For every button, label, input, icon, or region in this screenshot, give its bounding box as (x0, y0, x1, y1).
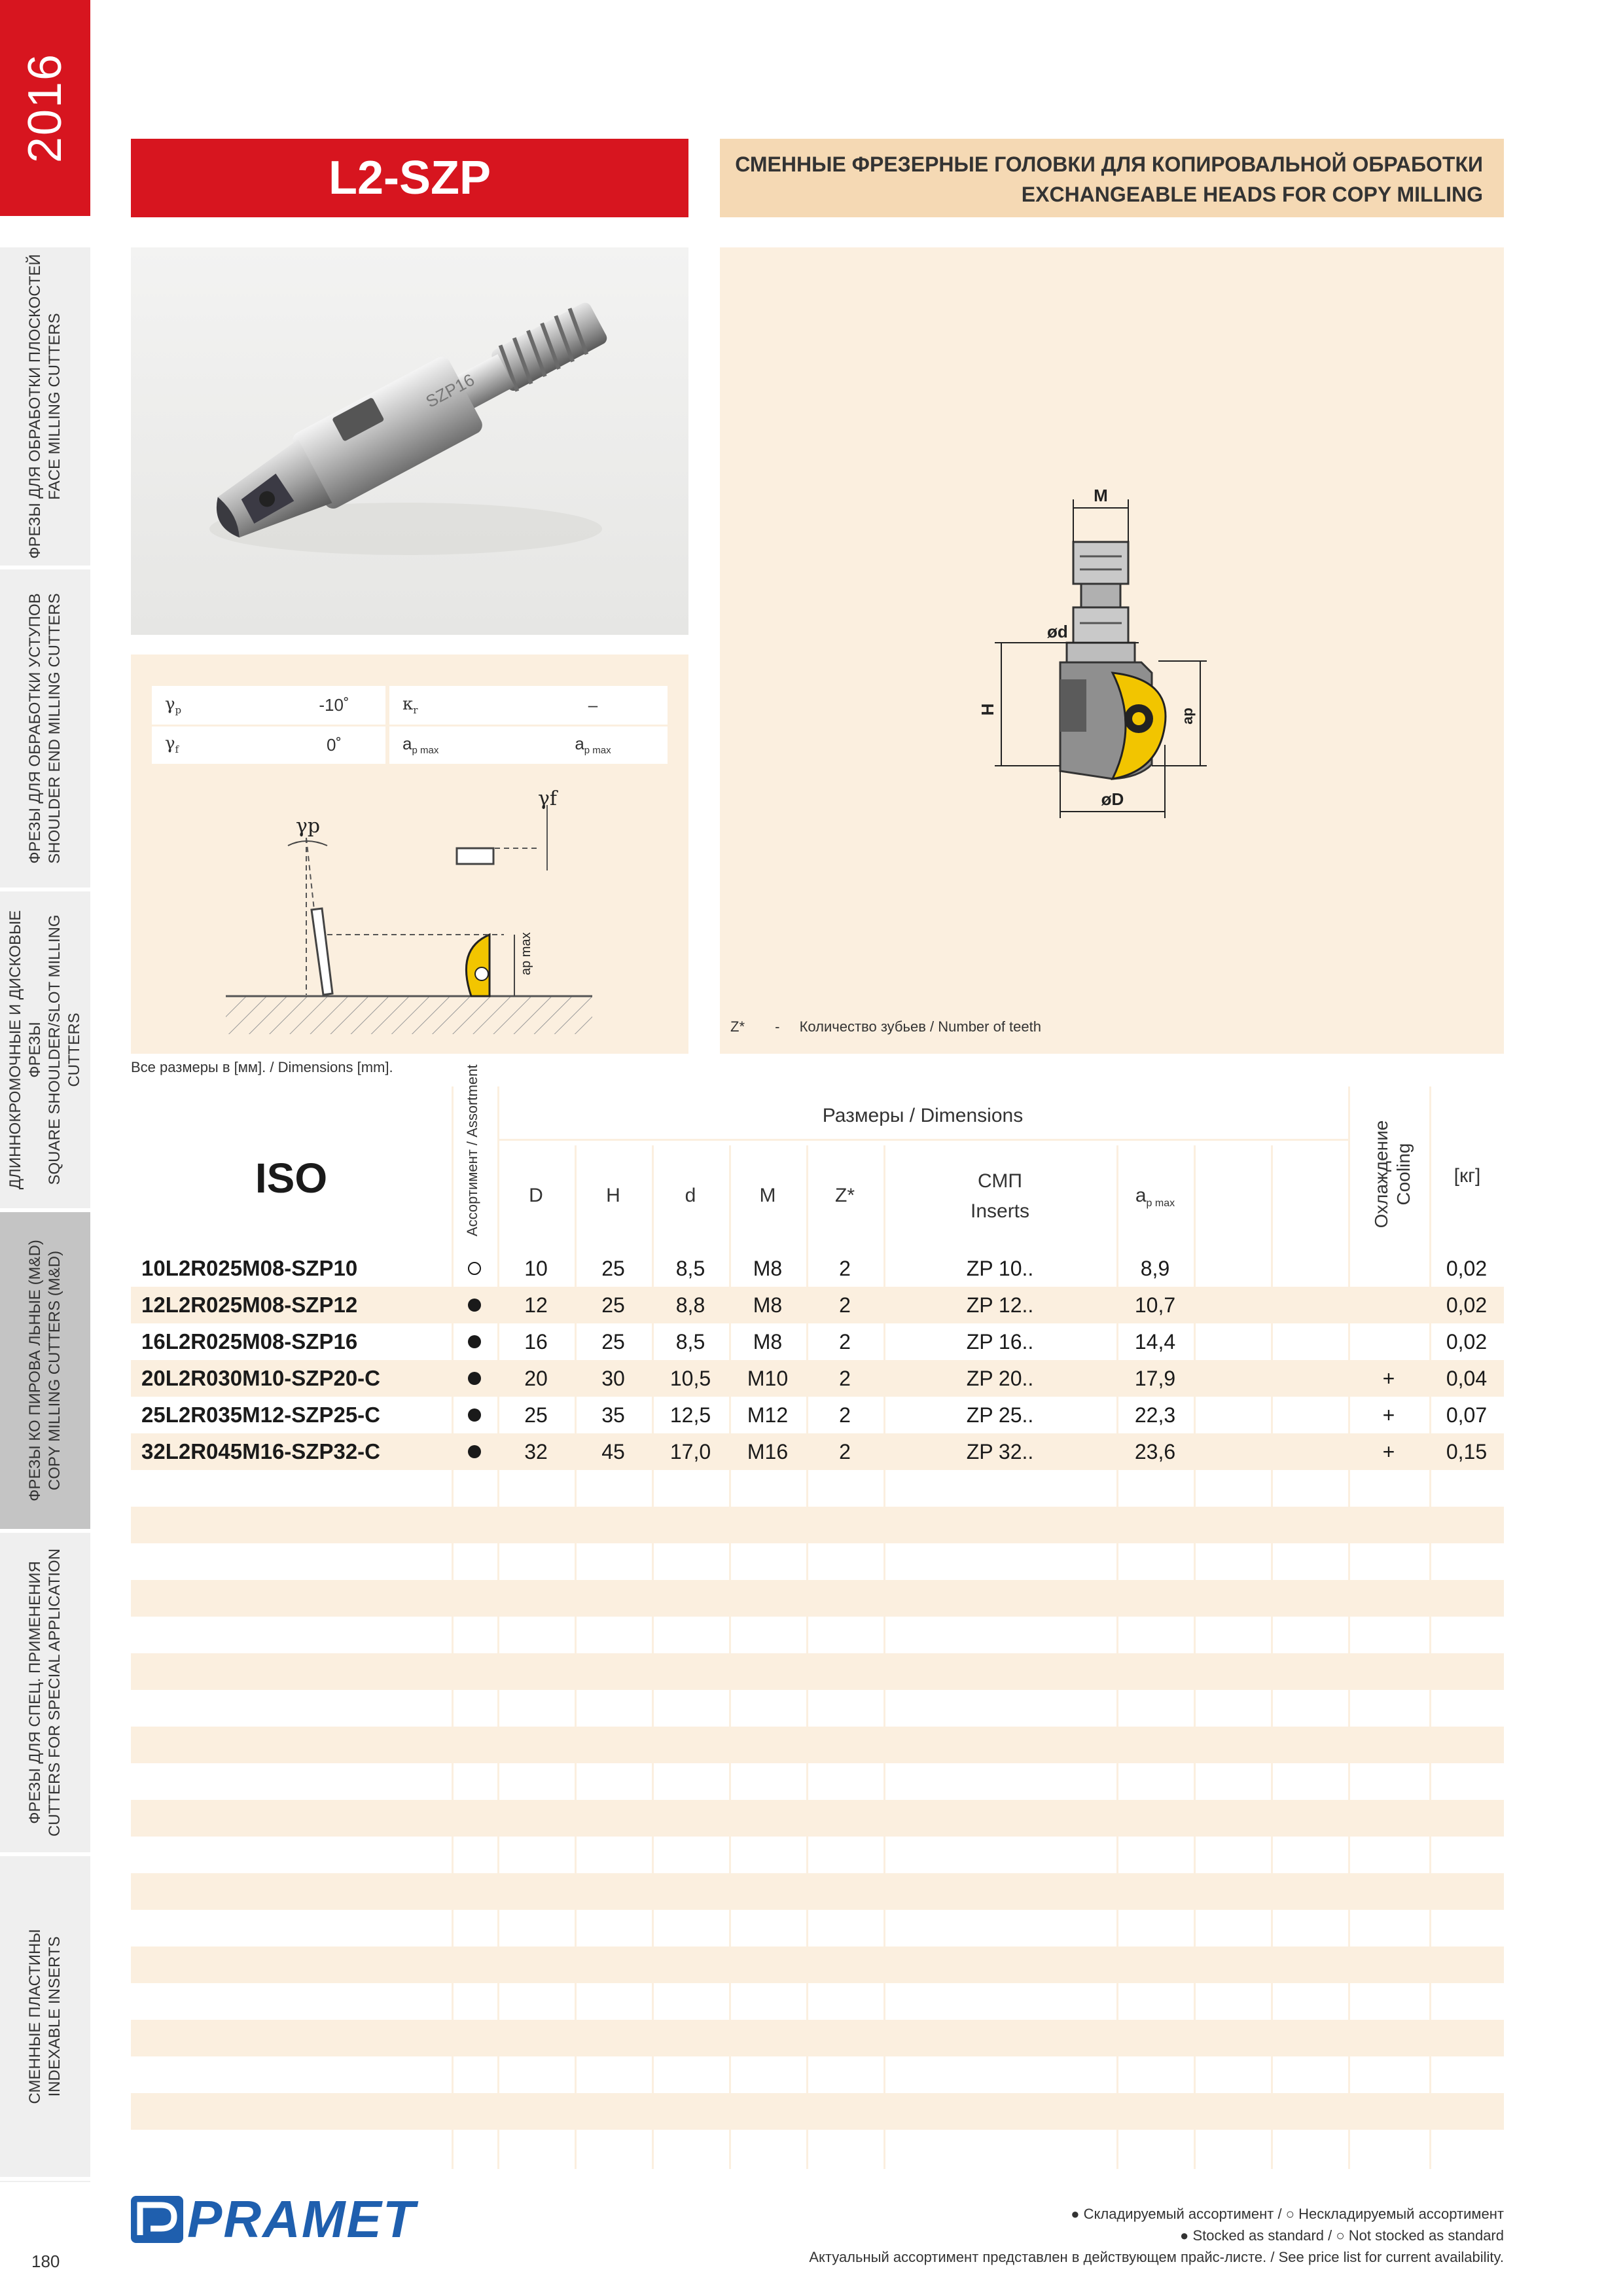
table-row (131, 1433, 1504, 1470)
stock-status (452, 1287, 497, 1323)
pramet-logo (131, 2190, 416, 2248)
cell-ap: 23,6 (1134, 1439, 1176, 1463)
col-sep (729, 1145, 731, 2169)
cell-cool: + (1382, 1403, 1395, 1427)
iso-code: 16L2R025M08-SZP16 (141, 1329, 358, 1354)
dimensions-note: Все размеры в [мм]. / Dimensions [mm]. (131, 1059, 393, 1075)
sidebar-tab-slot-milling[interactable] (0, 891, 90, 1212)
col-sep (452, 1086, 454, 2169)
empty-row (131, 1690, 1504, 1727)
tool-dimension-drawing (720, 247, 1504, 1013)
cell-d: 10 (524, 1256, 548, 1280)
insert-geometry-diagram (131, 785, 688, 1047)
z-text: Количество зубьев / Number of teeth (799, 1018, 1041, 1035)
legend-note: Актуальный ассортимент представлен в действующем прайс-листе. / See price list for current availability. (809, 2249, 1504, 2265)
svg-text:SZP16: SZP16 (422, 369, 478, 412)
col-d-header: d (685, 1185, 696, 1206)
z-star: Z* (730, 1018, 745, 1035)
stock-status (452, 1250, 497, 1287)
empty-row (131, 1910, 1504, 1946)
sidebar-tab-ru: ФРЕЗЫ ДЛЯ СПЕЦ. ПРИМЕНЕНИЯ (26, 1561, 44, 1824)
iso-code: 25L2R035M12-SZP25-C (141, 1403, 380, 1427)
cell-d: 8,8 (675, 1293, 705, 1317)
iso-code: 12L2R025M08-SZP12 (141, 1293, 358, 1317)
sidebar-tab-en: COPY MILLING CUTTERS (M&D) (46, 1250, 63, 1491)
empty-row (131, 1727, 1504, 1763)
cell-ap: 14,4 (1134, 1329, 1176, 1354)
cell-insert: ZP 32.. (966, 1439, 1034, 1463)
dim-h-label: H (978, 703, 997, 716)
stocked-icon (468, 1372, 481, 1385)
ap-max-header: $a_{p max}$ (1135, 1185, 1175, 1209)
ap-max-text: ap max (519, 932, 533, 975)
col-H-header: H (606, 1185, 620, 1206)
teeth-note (730, 1018, 1041, 1035)
cell-kg: 0,02 (1446, 1256, 1488, 1280)
cooling-header-ru: Охлаждение (1371, 1120, 1391, 1229)
weight-header: [кг] (1454, 1165, 1481, 1187)
cell-z: 2 (839, 1439, 851, 1463)
cell-ap: 8,9 (1140, 1256, 1170, 1280)
stock-legend (809, 2203, 1504, 2268)
sidebar-tab-ru: ФРЕЗЫ КО ПИРОВА ЛЬНЫЕ (M&D) (26, 1240, 44, 1501)
stocked-icon (468, 1445, 481, 1458)
table-row (131, 1360, 1504, 1397)
cell-cool (1348, 1250, 1429, 1287)
cell-kg: 0,02 (1446, 1329, 1488, 1354)
cell-h: 30 (601, 1366, 625, 1390)
tool-drawing-panel (720, 247, 1504, 1054)
inserts-header-ru: СМП (978, 1170, 1022, 1192)
empty-row (131, 1617, 1504, 1653)
col-sep (1116, 1145, 1118, 2169)
cell-ap: 17,9 (1134, 1366, 1176, 1390)
iso-header: ISO (255, 1155, 328, 1202)
sidebar (0, 0, 90, 2296)
col-sep (1348, 1086, 1350, 2169)
not-stocked-icon (468, 1262, 481, 1275)
stocked-icon (468, 1335, 481, 1348)
cell-cool: + (1382, 1439, 1395, 1463)
header-divider (497, 1139, 1348, 1141)
stock-status (452, 1360, 497, 1397)
product-subtitle-box (720, 139, 1504, 217)
cell-z: 2 (839, 1329, 851, 1354)
cell-kg: 0,07 (1446, 1403, 1488, 1427)
page-number: 180 (31, 2251, 60, 2271)
cell-d: 8,5 (675, 1329, 705, 1354)
col-sep (806, 1145, 808, 2169)
col-sep (1271, 1145, 1273, 2169)
sidebar-tab-en: SHOULDER END MILLING CUTTERS (46, 593, 63, 864)
subtitle-ru: СМЕННЫЕ ФРЕЗЕРНЫЕ ГОЛОВКИ ДЛЯ КОПИРОВАЛЬНОЙ ОБРАБОТКИ (735, 152, 1483, 176)
gamma-f-value: 0˚ (270, 725, 387, 764)
empty-row (131, 1543, 1504, 1580)
empty-row (131, 1653, 1504, 1690)
table-row (131, 1323, 1504, 1360)
cell-ap: 22,3 (1134, 1403, 1176, 1427)
col-D-header: D (529, 1185, 543, 1206)
sidebar-tab-ru: ДЛИННОКРОМОЧНЫЕ И ДИСКОВЫЕ ФРЕЗЫ (7, 910, 44, 1190)
pramet-logo-icon (131, 2196, 183, 2243)
kappa-r-label: $\kappa_r$ (387, 686, 505, 725)
kappa-r-value: – (505, 686, 668, 725)
empty-row (131, 1470, 1504, 1507)
gamma-f-text: γf (538, 787, 558, 810)
col-sep (1194, 1145, 1196, 2169)
col-sep (883, 1145, 885, 2169)
empty-row (131, 1580, 1504, 1617)
product-photo (131, 247, 688, 635)
cell-d: 12 (524, 1293, 548, 1317)
product-title-box (131, 139, 688, 217)
cell-m: M12 (747, 1403, 789, 1427)
pramet-logo-text: PRAMET (187, 2190, 416, 2248)
table-row (131, 1397, 1504, 1433)
sidebar-tab-ru: СМЕННЫЕ ПЛАСТИНЫ (26, 1929, 44, 2104)
cell-insert: ZP 10.. (966, 1256, 1034, 1280)
cell-d: 17,0 (669, 1439, 711, 1463)
cell-m: M8 (753, 1256, 783, 1280)
sidebar-tab-indexable-inserts[interactable] (0, 1856, 90, 2181)
cooling-header-en: Cooling (1393, 1143, 1414, 1206)
cell-cool (1348, 1323, 1429, 1360)
cell-d: 8,5 (675, 1256, 705, 1280)
cell-h: 25 (601, 1329, 625, 1354)
sidebar-tab-ru: ФРЕЗЫ ДЛЯ ОБРАБОТКИ ПЛОСКОСТЕЙ (26, 254, 44, 559)
empty-row (131, 2020, 1504, 2056)
cell-d: 20 (524, 1366, 548, 1390)
cell-ap: 10,7 (1134, 1293, 1176, 1317)
gamma-p-label: $\gamma_p$ (152, 686, 270, 725)
iso-code: 20L2R030M10-SZP20-C (141, 1366, 380, 1390)
sidebar-tab-face-milling[interactable] (0, 247, 90, 569)
sidebar-tab-ru: ФРЕЗЫ ДЛЯ ОБРАБОТКИ УСТУПОВ (26, 593, 44, 864)
stock-status (452, 1433, 497, 1470)
cell-z: 2 (839, 1256, 851, 1280)
cell-cool (1348, 1287, 1429, 1323)
sidebar-tab-en: FACE MILLING CUTTERS (46, 313, 63, 500)
table-row (131, 1287, 1504, 1323)
cell-h: 25 (601, 1256, 625, 1280)
cell-m: M16 (747, 1439, 789, 1463)
cell-insert: ZP 25.. (966, 1403, 1034, 1427)
z-dash: - (775, 1018, 780, 1035)
dimensions-header: Размеры / Dimensions (822, 1105, 1024, 1126)
empty-row (131, 2093, 1504, 2130)
ap-max-value: $a_{p max}$ (505, 725, 668, 764)
angles-table (152, 686, 668, 766)
year-badge (0, 0, 90, 216)
inserts-header (883, 1166, 1116, 1227)
empty-row (131, 2056, 1504, 2093)
col-M-header: M (759, 1185, 776, 1206)
cell-d: 32 (524, 1439, 548, 1463)
sidebar-tab-en: SQUARE SHOULDER/SLOT MILLING CUTTERS (46, 914, 83, 1185)
col-sep (575, 1145, 577, 2169)
inserts-header-en: Inserts (970, 1200, 1030, 1222)
gamma-p-value: -10˚ (270, 686, 387, 725)
ap-max-label: $a_{p max}$ (387, 725, 505, 764)
empty-row (131, 1837, 1504, 1873)
cell-kg: 0,02 (1446, 1293, 1488, 1317)
milling-head-photo-icon (131, 247, 688, 635)
cell-m: M8 (753, 1329, 783, 1354)
iso-header-cell (131, 1086, 452, 1250)
sidebar-tab-en: CUTTERS FOR SPECIAL APPLICATION (46, 1548, 63, 1837)
cell-d: 16 (524, 1329, 548, 1354)
cell-h: 45 (601, 1439, 625, 1463)
dim-d-label: ød (1047, 622, 1068, 641)
cooling-header (1370, 1109, 1415, 1240)
cell-m: M10 (747, 1366, 789, 1390)
col-sep (497, 1086, 499, 2169)
cell-insert: ZP 16.. (966, 1329, 1034, 1354)
assortment-header: Ассортимент / Assortment (464, 1064, 480, 1236)
sidebar-tab-en: INDEXABLE INSERTS (46, 1936, 63, 2097)
sidebar-tab-shoulder-milling[interactable] (0, 569, 90, 891)
sidebar-tab-special-application[interactable] (0, 1533, 90, 1856)
sidebar-tab-copy-milling[interactable] (0, 1212, 90, 1533)
cell-h: 35 (601, 1403, 625, 1427)
iso-code: 32L2R045M16-SZP32-C (141, 1439, 380, 1463)
subtitle-en: EXCHANGEABLE HEADS FOR COPY MILLING (1021, 183, 1483, 206)
cell-z: 2 (839, 1293, 851, 1317)
dim-ap-label: ap (1179, 708, 1196, 725)
cell-insert: ZP 12.. (966, 1293, 1034, 1317)
gamma-f-insert-icon (327, 787, 558, 996)
cell-insert: ZP 20.. (966, 1366, 1034, 1390)
legend-ru: ● Складируемый ассортимент / ○ Нескладируемый ассортимент (1071, 2206, 1504, 2222)
cell-h: 25 (601, 1293, 625, 1317)
cell-kg: 0,04 (1446, 1366, 1488, 1390)
dim-m-label: M (1094, 486, 1108, 505)
cell-z: 2 (839, 1366, 851, 1390)
cell-cool: + (1382, 1366, 1395, 1390)
table-row (131, 1250, 1504, 1287)
col-sep (652, 1145, 654, 2169)
gamma-f-label: $\gamma_f$ (152, 725, 270, 764)
year-label: 2016 (19, 52, 71, 164)
cutting-angles-panel (131, 655, 688, 1054)
gamma-p-text: γp (296, 815, 321, 838)
legend-en: ● Stocked as standard / ○ Not stocked as standard (1180, 2227, 1504, 2244)
stocked-icon (468, 1299, 481, 1312)
empty-row (131, 1983, 1504, 2020)
col-sep (1429, 1086, 1431, 2169)
stock-status (452, 1397, 497, 1433)
empty-row (131, 1800, 1504, 1837)
empty-row (131, 2130, 1504, 2166)
cell-d: 25 (524, 1403, 548, 1427)
empty-row (131, 1873, 1504, 1910)
product-title: L2-SZP (328, 152, 491, 204)
dim-D-label: øD (1101, 789, 1124, 809)
cell-d: 10,5 (669, 1366, 711, 1390)
cell-d: 12,5 (669, 1403, 711, 1427)
cell-z: 2 (839, 1403, 851, 1427)
empty-row (131, 1507, 1504, 1543)
empty-row (131, 1946, 1504, 1983)
gamma-p-insert-icon (288, 815, 332, 995)
cell-kg: 0,15 (1446, 1439, 1488, 1463)
cell-m: M8 (753, 1293, 783, 1317)
empty-row (131, 1763, 1504, 1800)
iso-code: 10L2R025M08-SZP10 (141, 1256, 358, 1280)
stocked-icon (468, 1408, 481, 1422)
stock-status (452, 1323, 497, 1360)
col-Z-header: Z* (835, 1185, 855, 1206)
